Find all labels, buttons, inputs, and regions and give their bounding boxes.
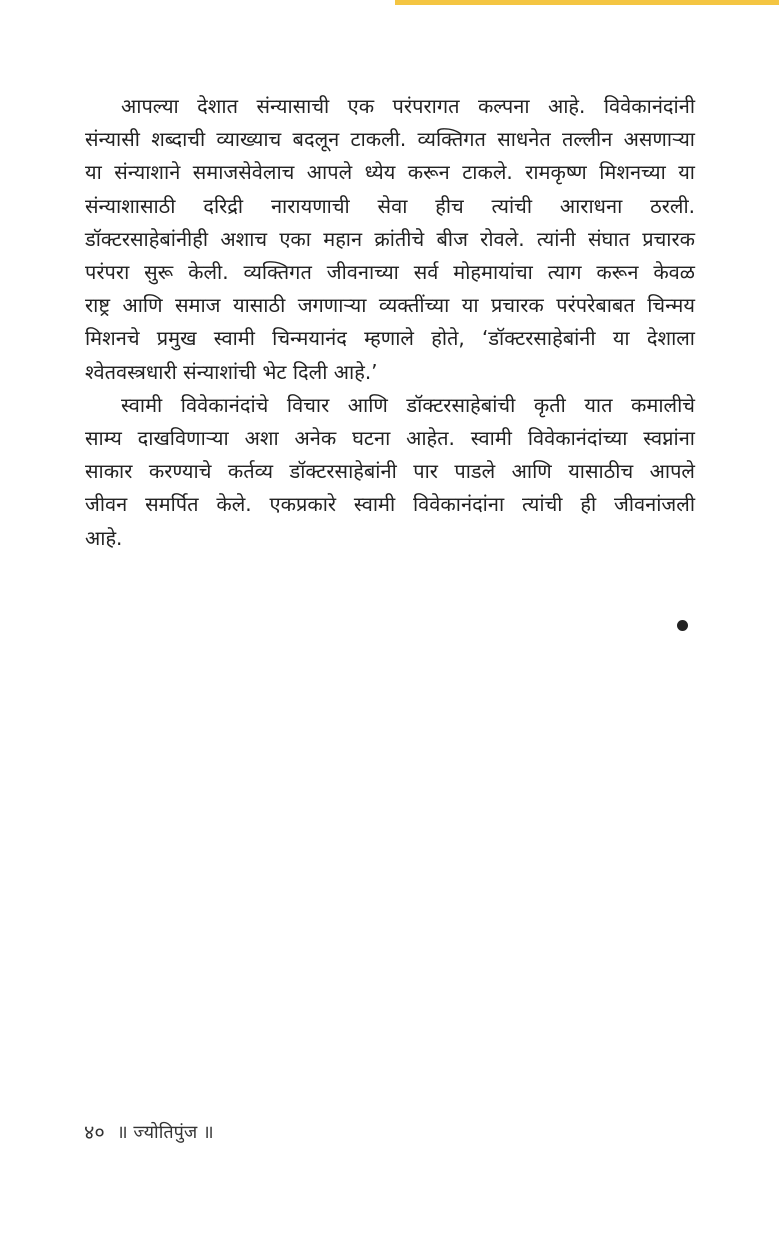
text-line: संन्यासी शब्दाची व्याख्याच बदलून टाकली. व्यक्तिगत साधनेत तल्लीन असणाऱ्या — [85, 127, 695, 152]
body-text — [85, 90, 695, 555]
text-line: श्वेतवस्त्रधारी संन्याशांची भेट दिली आहे.’ — [85, 359, 378, 384]
text-line: या संन्याशाने समाजसेवेलाच आपले ध्येय करून टाकले. रामकृष्ण मिशनच्या या — [85, 160, 695, 185]
paragraph-1 — [85, 90, 695, 389]
text-line: परंपरा सुरू केली. व्यक्तिगत जीवनाच्या सर्व मोहमायांचा त्याग करून केवळ — [85, 260, 695, 285]
text-line: जीवन समर्पित केले. एकप्रकारे स्वामी विवेकानंदांना त्यांची ही जीवनांजली — [85, 492, 695, 517]
text-line: आहे. — [85, 525, 123, 550]
text-line: साकार करण्याचे कर्तव्य डॉक्टरसाहेबांनी पार पाडले आणि यासाठीच आपले — [85, 459, 695, 484]
text-line: मिशनचे प्रमुख स्वामी चिन्मयानंद म्हणाले होते, ‘डॉक्टरसाहेबांनी या देशाला — [85, 326, 695, 351]
end-mark-dot — [677, 620, 688, 631]
text-line: साम्य दाखविणाऱ्या अशा अनेक घटना आहेत. स्वामी विवेकानंदांच्या स्वप्नांना — [85, 426, 695, 451]
text-line: डॉक्टरसाहेबांनीही अशाच एका महान क्रांतीचे बीज रोवले. त्यांनी संघात प्रचारक — [85, 226, 695, 251]
page-number: ४० — [84, 1120, 105, 1144]
text-line: स्वामी विवेकानंदांचे विचार आणि डॉक्टरसाहेबांची कृती यात कमालीचे — [121, 392, 695, 417]
top-accent-bar — [395, 0, 779, 5]
paragraph-2 — [85, 389, 695, 555]
book-title: ॥ ज्योतिपुंज ॥ — [116, 1121, 214, 1143]
page-footer — [84, 1118, 214, 1145]
text-line: आपल्या देशात संन्यासाची एक परंपरागत कल्पना आहे. विवेकानंदांनी — [121, 94, 695, 118]
text-line: राष्ट्र आणि समाज यासाठी जगणाऱ्या व्यक्तींच्या या प्रचारक परंपरेबाबत चिन्मय — [85, 293, 695, 318]
text-line: संन्याशासाठी दरिद्री नारायणाची सेवा हीच त्यांची आराधना ठरली. — [85, 193, 695, 218]
